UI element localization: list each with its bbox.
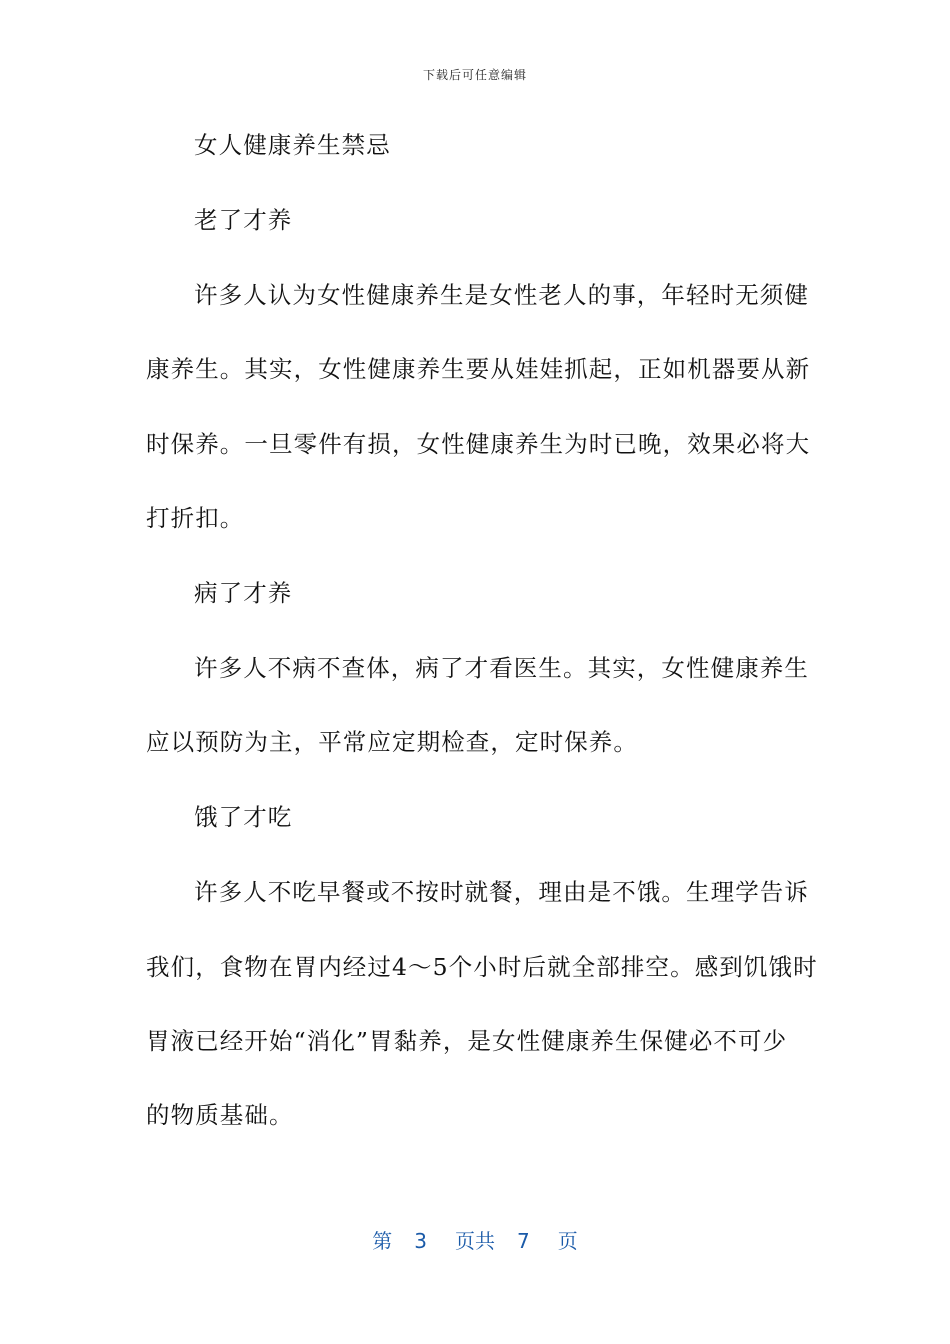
page-suffix: 页 [557,1229,578,1253]
current-page-number: 3 [414,1229,427,1253]
section-heading: 老了才养 [194,206,293,234]
section-heading: 饿了才吃 [194,803,293,831]
paragraph-line: 时保养。一旦零件有损，女性健康养生为时已晚，效果必将大 [146,430,811,458]
document-title: 女人健康养生禁忌 [194,131,391,159]
page-middle: 页共 [455,1229,495,1253]
section-heading: 病了才养 [194,579,293,607]
paragraph-line: 胃液已经开始“消化”胃黏养，是女性健康养生保健必不可少 [146,1027,788,1055]
paragraph-line: 我们，食物在胃内经过4～5个小时后就全部排空。感到饥饿时 [146,953,818,981]
paragraph-line: 康养生。其实，女性健康养生要从娃娃抓起，正如机器要从新 [146,355,811,383]
page-header: 下载后可任意编辑 [422,68,527,82]
paragraph-line: 应以预防为主，平常应定期检查，定时保养。 [146,728,638,756]
paragraph-line: 许多人不病不查体，病了才看医生。其实，女性健康养生 [194,654,809,682]
total-pages: 7 [517,1229,530,1253]
paragraph-line: 许多人不吃早餐或不按时就餐，理由是不饿。生理学告诉 [194,878,809,906]
paragraph-line: 许多人认为女性健康养生是女性老人的事，年轻时无须健 [194,281,809,309]
page-prefix: 第 [372,1229,393,1253]
page-number-footer [0,1225,950,1254]
paragraph-line: 的物质基础。 [146,1101,294,1129]
paragraph-line: 打折扣。 [146,504,245,532]
